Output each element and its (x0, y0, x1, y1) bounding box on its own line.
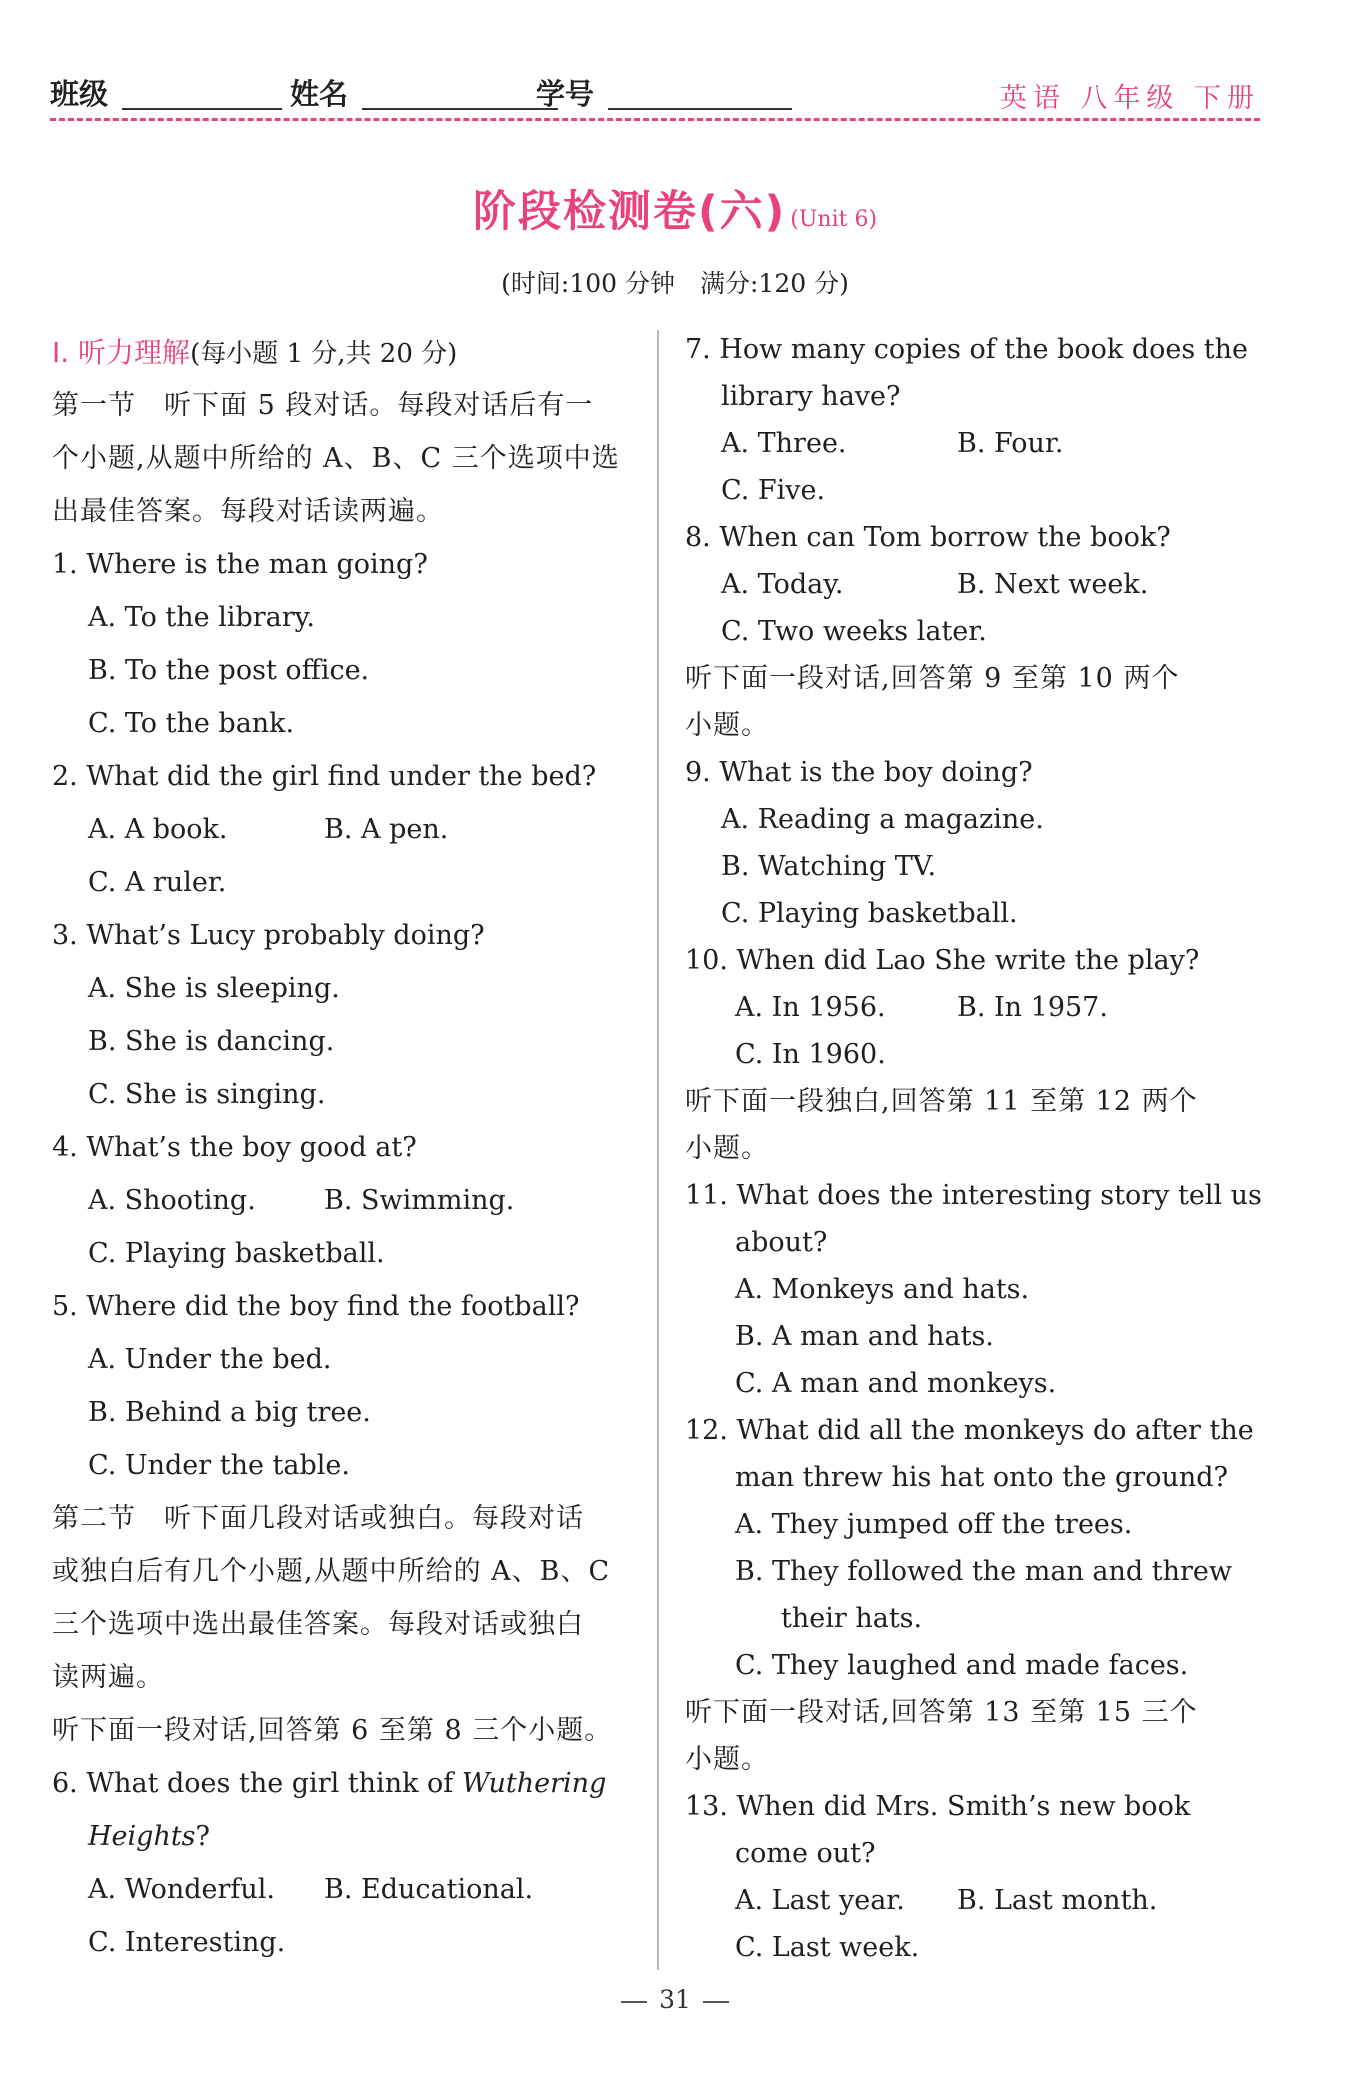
part1-line: 个小题,从题中所给的 A、B、C 三个选项中选 (52, 443, 620, 474)
question-9: 9. What is the boy doing? (685, 757, 1033, 788)
option[interactable]: C. Playing basketball. (721, 898, 1018, 929)
option[interactable]: A. A book. (88, 814, 228, 845)
option[interactable]: A. Reading a magazine. (721, 804, 1044, 835)
question-1: 1. Where is the man going? (52, 549, 428, 580)
column-divider (657, 330, 659, 1970)
option[interactable]: B. A pen. (324, 814, 449, 845)
name-label: 姓名 (290, 77, 349, 111)
option[interactable]: A. Last year. (735, 1885, 905, 1916)
part2-line: 或独白后有几个小题,从题中所给的 A、B、C (52, 1556, 611, 1587)
part1-line: 出最佳答案。每段对话读两遍。 (52, 496, 444, 527)
name-blank[interactable] (362, 108, 558, 110)
option[interactable]: A. Under the bed. (88, 1344, 332, 1375)
id-label: 学号 (536, 77, 595, 111)
question-13-cont: come out? (735, 1838, 876, 1869)
question-8: 8. When can Tom borrow the book? (685, 522, 1171, 553)
time-info: (时间:100 分钟 满分:120 分) (501, 269, 849, 298)
option[interactable]: B. Four. (957, 428, 1064, 459)
id-blank[interactable] (608, 108, 792, 110)
question-7: 7. How many copies of the book does the (685, 334, 1249, 365)
question-4: 4. What’s the boy good at? (52, 1132, 417, 1163)
section-heading: Ⅰ. 听力理解(每小题 1 分,共 20 分) (52, 336, 458, 369)
option[interactable]: B. Swimming. (324, 1185, 515, 1216)
option[interactable]: C. She is singing. (88, 1079, 326, 1110)
part2-line: 读两遍。 (52, 1662, 164, 1693)
option[interactable]: C. To the bank. (88, 708, 295, 739)
option[interactable]: B. A man and hats. (735, 1321, 994, 1352)
option[interactable]: C. Last week. (735, 1932, 920, 1963)
option[interactable]: B. Last month. (957, 1885, 1158, 1916)
option[interactable]: B. Behind a big tree. (88, 1397, 371, 1428)
part1-line: 第一节 听下面 5 段对话。每段对话后有一 (52, 390, 594, 421)
right-column (685, 326, 1263, 1971)
intro-q11: 听下面一段独白,回答第 11 至第 12 两个 (685, 1086, 1198, 1117)
option[interactable]: A. She is sleeping. (88, 973, 340, 1004)
question-6: 6. What does the girl think of Wuthering (52, 1768, 607, 1799)
option[interactable]: C. Five. (721, 475, 826, 506)
question-6-cont: Heights? (88, 1821, 211, 1852)
question-3: 3. What’s Lucy probably doing? (52, 920, 485, 951)
intro-q9-cont: 小题。 (685, 710, 769, 741)
page-header (50, 72, 1260, 121)
class-label: 班级 (50, 77, 109, 111)
option[interactable]: C. Playing basketball. (88, 1238, 385, 1269)
option[interactable]: C. A ruler. (88, 867, 227, 898)
option[interactable]: C. Interesting. (88, 1927, 286, 1958)
question-2: 2. What did the girl find under the bed? (52, 761, 597, 792)
intro-q13: 听下面一段对话,回答第 13 至第 15 三个 (685, 1697, 1198, 1728)
subject-label: 英语 八年级 下册 (999, 83, 1260, 114)
option[interactable]: A. They jumped off the trees. (735, 1509, 1133, 1540)
title-unit: (Unit 6) (790, 207, 878, 232)
option[interactable]: A. Monkeys and hats. (735, 1274, 1030, 1305)
intro-q6: 听下面一段对话,回答第 6 至第 8 三个小题。 (52, 1715, 613, 1746)
option-cont: their hats. (781, 1603, 923, 1634)
option[interactable]: A. Today. (721, 569, 844, 600)
part2-line: 第二节 听下面几段对话或独白。每段对话 (52, 1503, 584, 1534)
option[interactable]: A. To the library. (88, 602, 315, 633)
question-7-cont: library have? (721, 381, 901, 412)
part2-line: 三个选项中选出最佳答案。每段对话或独白 (52, 1609, 584, 1640)
page-number: 31 (0, 1985, 1350, 2014)
option[interactable]: C. A man and monkeys. (735, 1368, 1057, 1399)
option[interactable]: C. They laughed and made faces. (735, 1650, 1189, 1681)
question-12: 12. What did all the monkeys do after the (685, 1415, 1254, 1446)
intro-q13-cont: 小题。 (685, 1744, 769, 1775)
question-13: 13. When did Mrs. Smith’s new book (685, 1791, 1191, 1822)
option[interactable]: B. To the post office. (88, 655, 370, 686)
option[interactable]: B. Next week. (957, 569, 1149, 600)
option[interactable]: A. In 1956. (735, 992, 886, 1023)
question-11-cont: about? (735, 1227, 828, 1258)
option[interactable]: B. Watching TV. (721, 851, 937, 882)
option[interactable]: A. Wonderful. (88, 1874, 275, 1905)
left-column (52, 326, 632, 1969)
option[interactable]: C. Under the table. (88, 1450, 350, 1481)
option[interactable]: A. Shooting. (88, 1185, 256, 1216)
question-12-cont: man threw his hat onto the ground? (735, 1462, 1228, 1493)
question-10: 10. When did Lao She write the play? (685, 945, 1200, 976)
option[interactable]: B. In 1957. (957, 992, 1108, 1023)
option[interactable]: B. They followed the man and threw (735, 1556, 1233, 1587)
title-main: 阶段检测卷(六) (472, 187, 787, 237)
page-title (0, 178, 1350, 239)
class-blank[interactable] (122, 108, 282, 110)
intro-q9: 听下面一段对话,回答第 9 至第 10 两个 (685, 663, 1180, 694)
intro-q11-cont: 小题。 (685, 1133, 769, 1164)
option[interactable]: C. In 1960. (735, 1039, 886, 1070)
option[interactable]: C. Two weeks later. (721, 616, 987, 647)
question-11: 11. What does the interesting story tell us (685, 1180, 1262, 1211)
option[interactable]: B. She is dancing. (88, 1026, 335, 1057)
option[interactable]: B. Educational. (324, 1874, 534, 1905)
option[interactable]: A. Three. (721, 428, 847, 459)
question-5: 5. Where did the boy find the football? (52, 1291, 580, 1322)
